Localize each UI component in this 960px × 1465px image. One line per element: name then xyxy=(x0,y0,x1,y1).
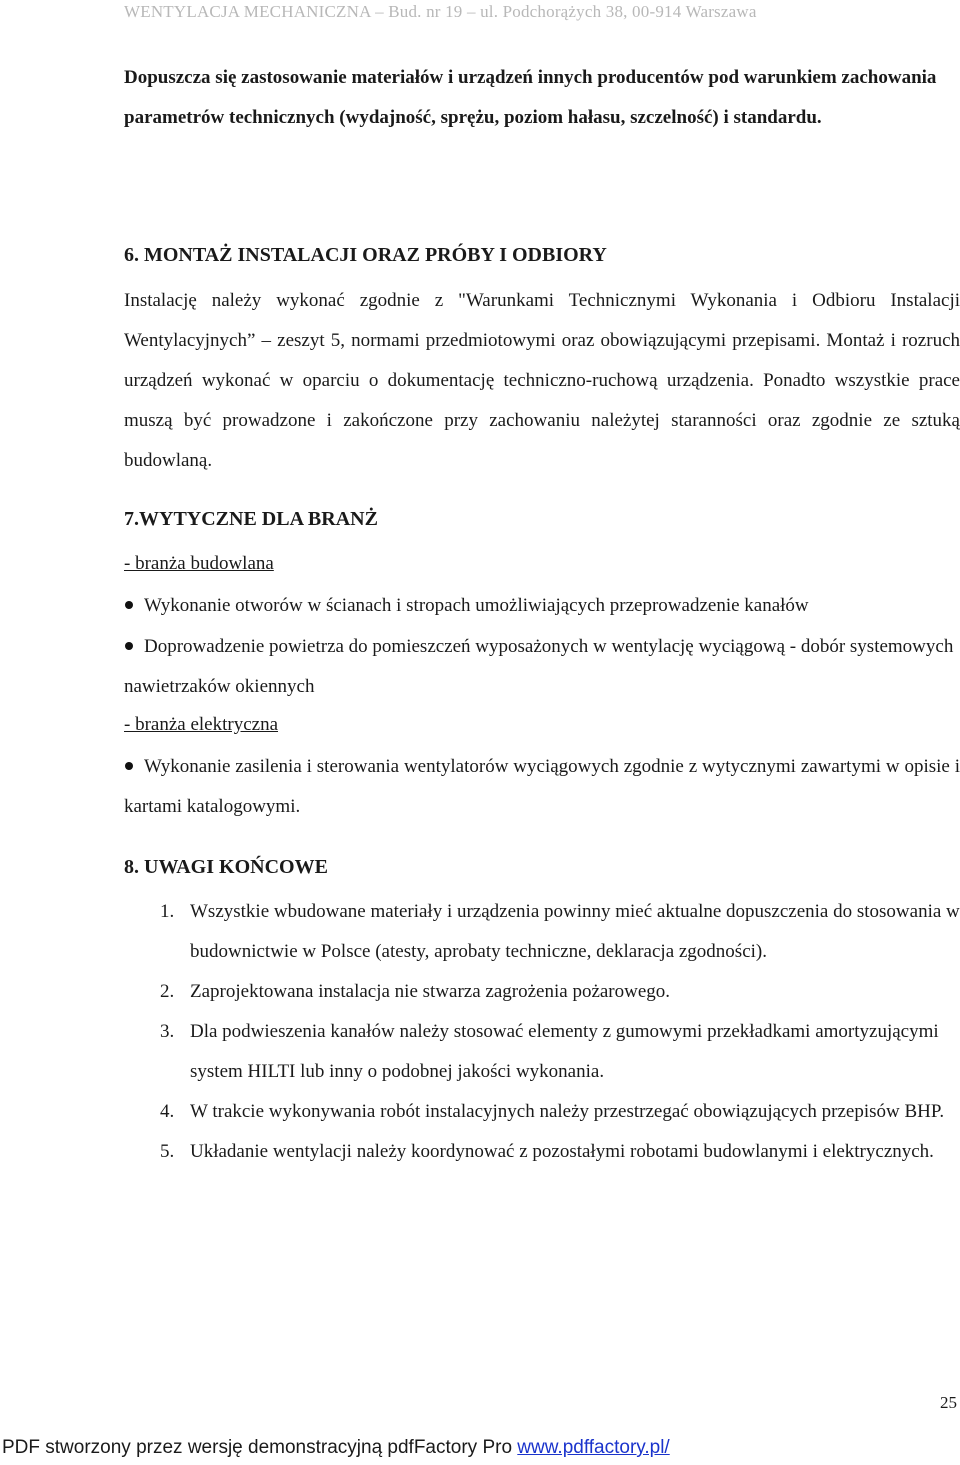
final-notes-list xyxy=(124,892,960,1172)
bullet-icon xyxy=(125,601,133,609)
bullet-text: Doprowadzenie powietrza do pomieszczeń wyposażonych w wentylację wyciągową - dobór systemowych nawietrzaków okiennych xyxy=(124,636,954,697)
item-number: 5. xyxy=(160,1141,175,1162)
bullet-text: Wykonanie otworów w ścianach i stropach umożliwiających przeprowadzenie kanałów xyxy=(144,595,809,616)
page-header: WENTYLACJA MECHANICZNA – Bud. nr 19 – ul. Podchorążych 38, 00-914 Warszawa xyxy=(124,2,757,21)
item-number: 3. xyxy=(160,1021,175,1042)
item-number: 2. xyxy=(160,981,175,1002)
item-text: W trakcie wykonywania robót instalacyjnych należy przestrzegać obowiązujących przepisów BHP. xyxy=(190,1101,945,1122)
list-item xyxy=(124,627,960,707)
list-item xyxy=(124,586,960,626)
section-6-paragraph: Instalację należy wykonać zgodnie z "Warunkami Technicznymi Wykonania i Odbioru Instalacji Wentylacyjnych” – zeszyt 5, normami przedmiotowymi oraz obowiązującymi przepisami. Montaż i rozruch urządzeń wykonać w oparciu o dokumentację techniczno-ruchową urządzenia. Ponadto wszystkie prace muszą być prowadzone i zakończone przy zachowaniu należytej staranności oraz zgodnie ze sztuką budowlaną. xyxy=(124,290,960,471)
section-8-heading: 8. UWAGI KOŃCOWE xyxy=(124,856,328,878)
list-item xyxy=(124,892,960,972)
list-item xyxy=(124,1012,960,1092)
section-6-heading: 6. MONTAŻ INSTALACJI ORAZ PRÓBY I ODBIORY xyxy=(124,244,607,266)
list-item xyxy=(124,972,960,1012)
subheading-branza-budowlana: - branża budowlana xyxy=(124,553,274,574)
intro-paragraph: Dopuszcza się zastosowanie materiałów i urządzeń innych producentów pod warunkiem zachowania parametrów technicznych (wydajność, sprężu, poziom hałasu, szczelność) i standardu. xyxy=(124,67,937,128)
bullet-icon xyxy=(125,642,133,650)
item-text: Wszystkie wbudowane materiały i urządzenia powinny mieć aktualne dopuszczenia do stosowania w budownictwie w Polsce (atesty, aprobaty techniczne, deklaracja zgodności). xyxy=(190,901,960,962)
footer-link[interactable]: www.pdffactory.pl/ xyxy=(517,1437,670,1458)
pdf-footer xyxy=(2,1437,670,1459)
section-7-heading: 7.WYTYCZNE DLA BRANŻ xyxy=(124,508,378,530)
bullet-text: Wykonanie zasilenia i sterowania wentylatorów wyciągowych zgodnie z wytycznymi zawartymi w opisie i kartami katalogowymi. xyxy=(124,756,960,817)
item-text: Układanie wentylacji należy koordynować z pozostałymi robotami budowlanymi i elektrycznych. xyxy=(190,1141,934,1162)
page-number: 25 xyxy=(940,1393,957,1412)
list-item xyxy=(124,1092,960,1132)
item-text: Dla podwieszenia kanałów należy stosować elementy z gumowymi przekładkami amortyzującymi system HILTI lub inny o podobnej jakości wykonania. xyxy=(190,1021,939,1082)
subheading-branza-elektryczna: - branża elektryczna xyxy=(124,714,279,735)
bullet-icon xyxy=(125,762,133,770)
list-item xyxy=(124,747,960,827)
item-number: 4. xyxy=(160,1101,175,1122)
list-item xyxy=(124,1132,960,1172)
item-text: Zaprojektowana instalacja nie stwarza zagrożenia pożarowego. xyxy=(190,981,671,1002)
item-number: 1. xyxy=(160,901,175,922)
footer-text: PDF stworzony przez wersję demonstracyjną pdfFactory Pro xyxy=(2,1437,518,1458)
